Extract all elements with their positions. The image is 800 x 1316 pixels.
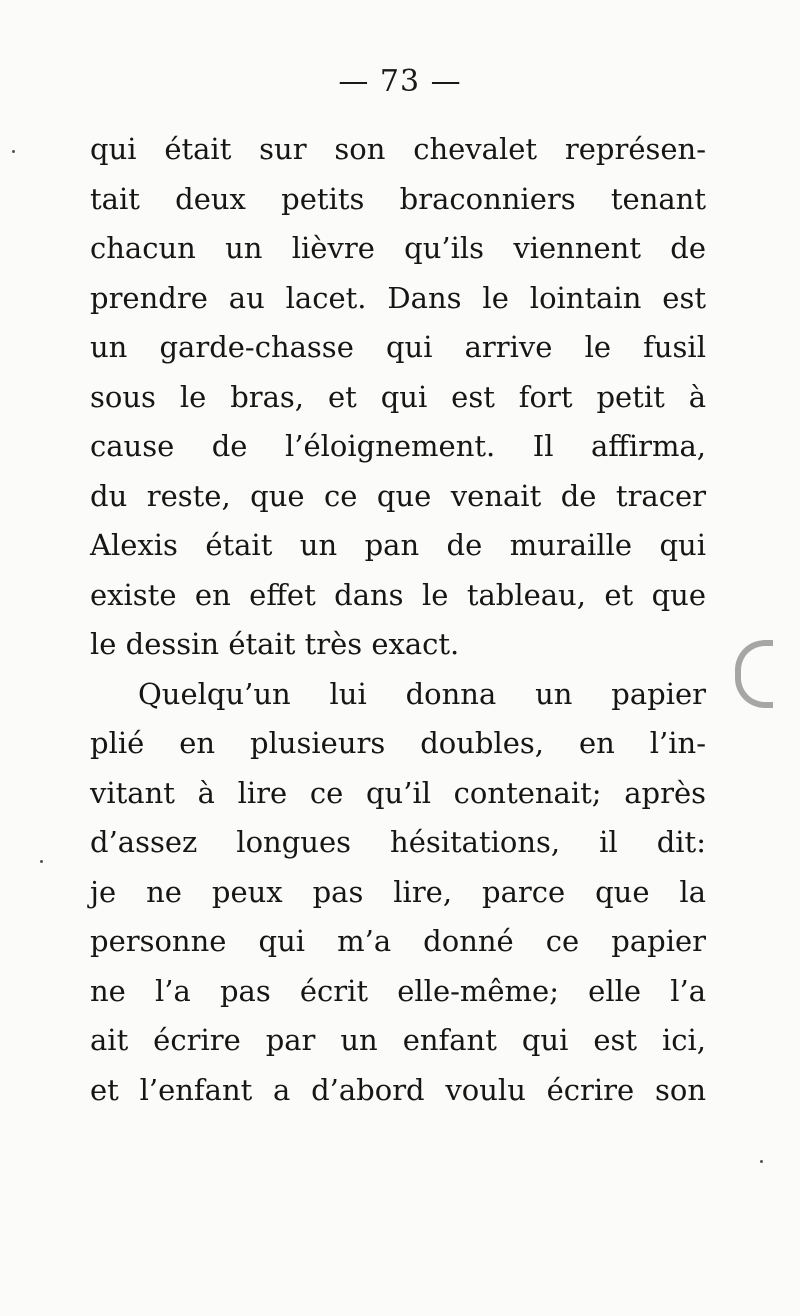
text-line: prendre au lacet. Dans le lointain est (90, 280, 706, 315)
text-line: je ne peux pas lire, parce que la (90, 874, 706, 909)
text-line: Alexis était un pan de muraille qui (90, 528, 706, 562)
text-line: plié en plusieurs doubles, en l’in- (90, 726, 706, 760)
text-line: ait écrire par un enfant qui est ici, (90, 1023, 706, 1057)
text-line: ne l’a pas écrit elle-même; elle l’a (90, 973, 706, 1008)
text-line: d’assez longues hésitations, il dit: (90, 825, 706, 859)
text-line: du reste, que ce que venait de tracer (90, 478, 706, 513)
text-line: Quelqu’un lui donna un papier (138, 676, 706, 711)
text-line: et l’enfant a d’abord voulu écrire son (90, 1072, 706, 1107)
paper-speck (40, 860, 43, 863)
text-line: tait deux petits braconniers tenant (90, 181, 706, 216)
body-text (90, 125, 706, 1115)
page-number: — 73 — (338, 64, 462, 99)
text-line: vitant à lire ce qu’il contenait; après (90, 775, 706, 810)
text-line: chacun un lièvre qu’ils viennent de (90, 231, 706, 265)
margin-smudge (735, 640, 773, 708)
paper-speck (12, 150, 15, 153)
text-line: un garde-chasse qui arrive le fusil (90, 330, 706, 364)
text-line: personne qui m’a donné ce papier (90, 924, 706, 958)
paper-speck (760, 1160, 763, 1163)
text-line: qui était sur son chevalet représen- (90, 132, 706, 166)
text-line: le dessin était très exact. (90, 627, 460, 661)
text-line: cause de l’éloignement. Il affirma, (90, 429, 706, 463)
text-line: sous le bras, et qui est fort petit à (90, 379, 706, 414)
text-line: existe en effet dans le tableau, et que (90, 577, 706, 612)
